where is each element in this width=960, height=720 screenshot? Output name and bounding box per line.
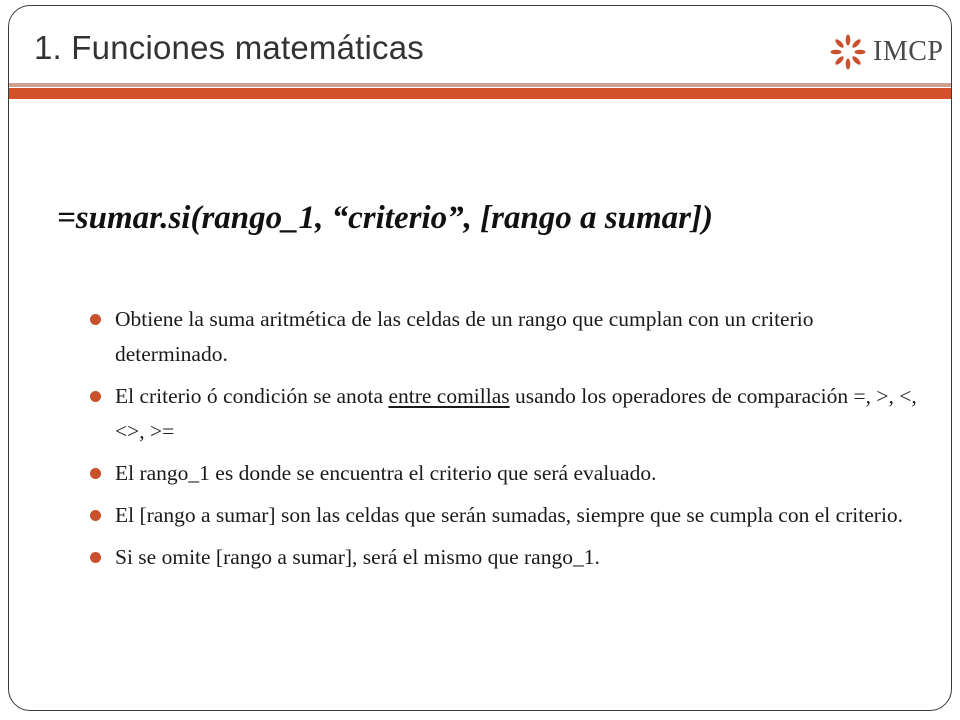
list-item (90, 498, 930, 533)
bullet-dot-icon (90, 314, 101, 325)
bullet-dot-icon (90, 391, 101, 402)
bullet-text: Si se omite [rango a sumar], será el mismo que rango_1. (115, 545, 600, 569)
imcp-logo-text: IMCP (873, 36, 944, 67)
list-item (90, 302, 930, 372)
bullet-text: El [rango a sumar] son las celdas que serán sumadas, siempre que se cumpla con el criterio. (115, 503, 904, 527)
list-item (90, 540, 930, 575)
bullet-text: Obtiene la suma aritmética de las celdas de un rango que cumplan con un criterio determinado. (115, 307, 814, 366)
slide-title: 1. Funciones matemáticas (34, 29, 424, 66)
header-divider-thick (9, 88, 951, 99)
header-divider-thin (9, 83, 951, 87)
bullet-list (90, 302, 930, 582)
bullet-text-end: usando los operadores de comparación =, >, <, <>, >= (115, 384, 917, 443)
list-item (90, 456, 930, 491)
formula-syntax: =sumar.si(rango_1, “criterio”, [rango a sumar]) (57, 200, 713, 236)
bullet-text-start: El criterio ó condición se anota (115, 384, 389, 408)
bullet-dot-icon (90, 552, 101, 563)
imcp-logo-mark-icon (828, 32, 868, 72)
imcp-logo (828, 30, 943, 74)
underlined-phrase: entre comillas (388, 384, 510, 408)
bullet-text: El rango_1 es donde se encuentra el criterio que será evaluado. (115, 461, 657, 485)
bullet-dot-icon (90, 468, 101, 479)
list-item (90, 379, 930, 449)
bullet-dot-icon (90, 510, 101, 521)
